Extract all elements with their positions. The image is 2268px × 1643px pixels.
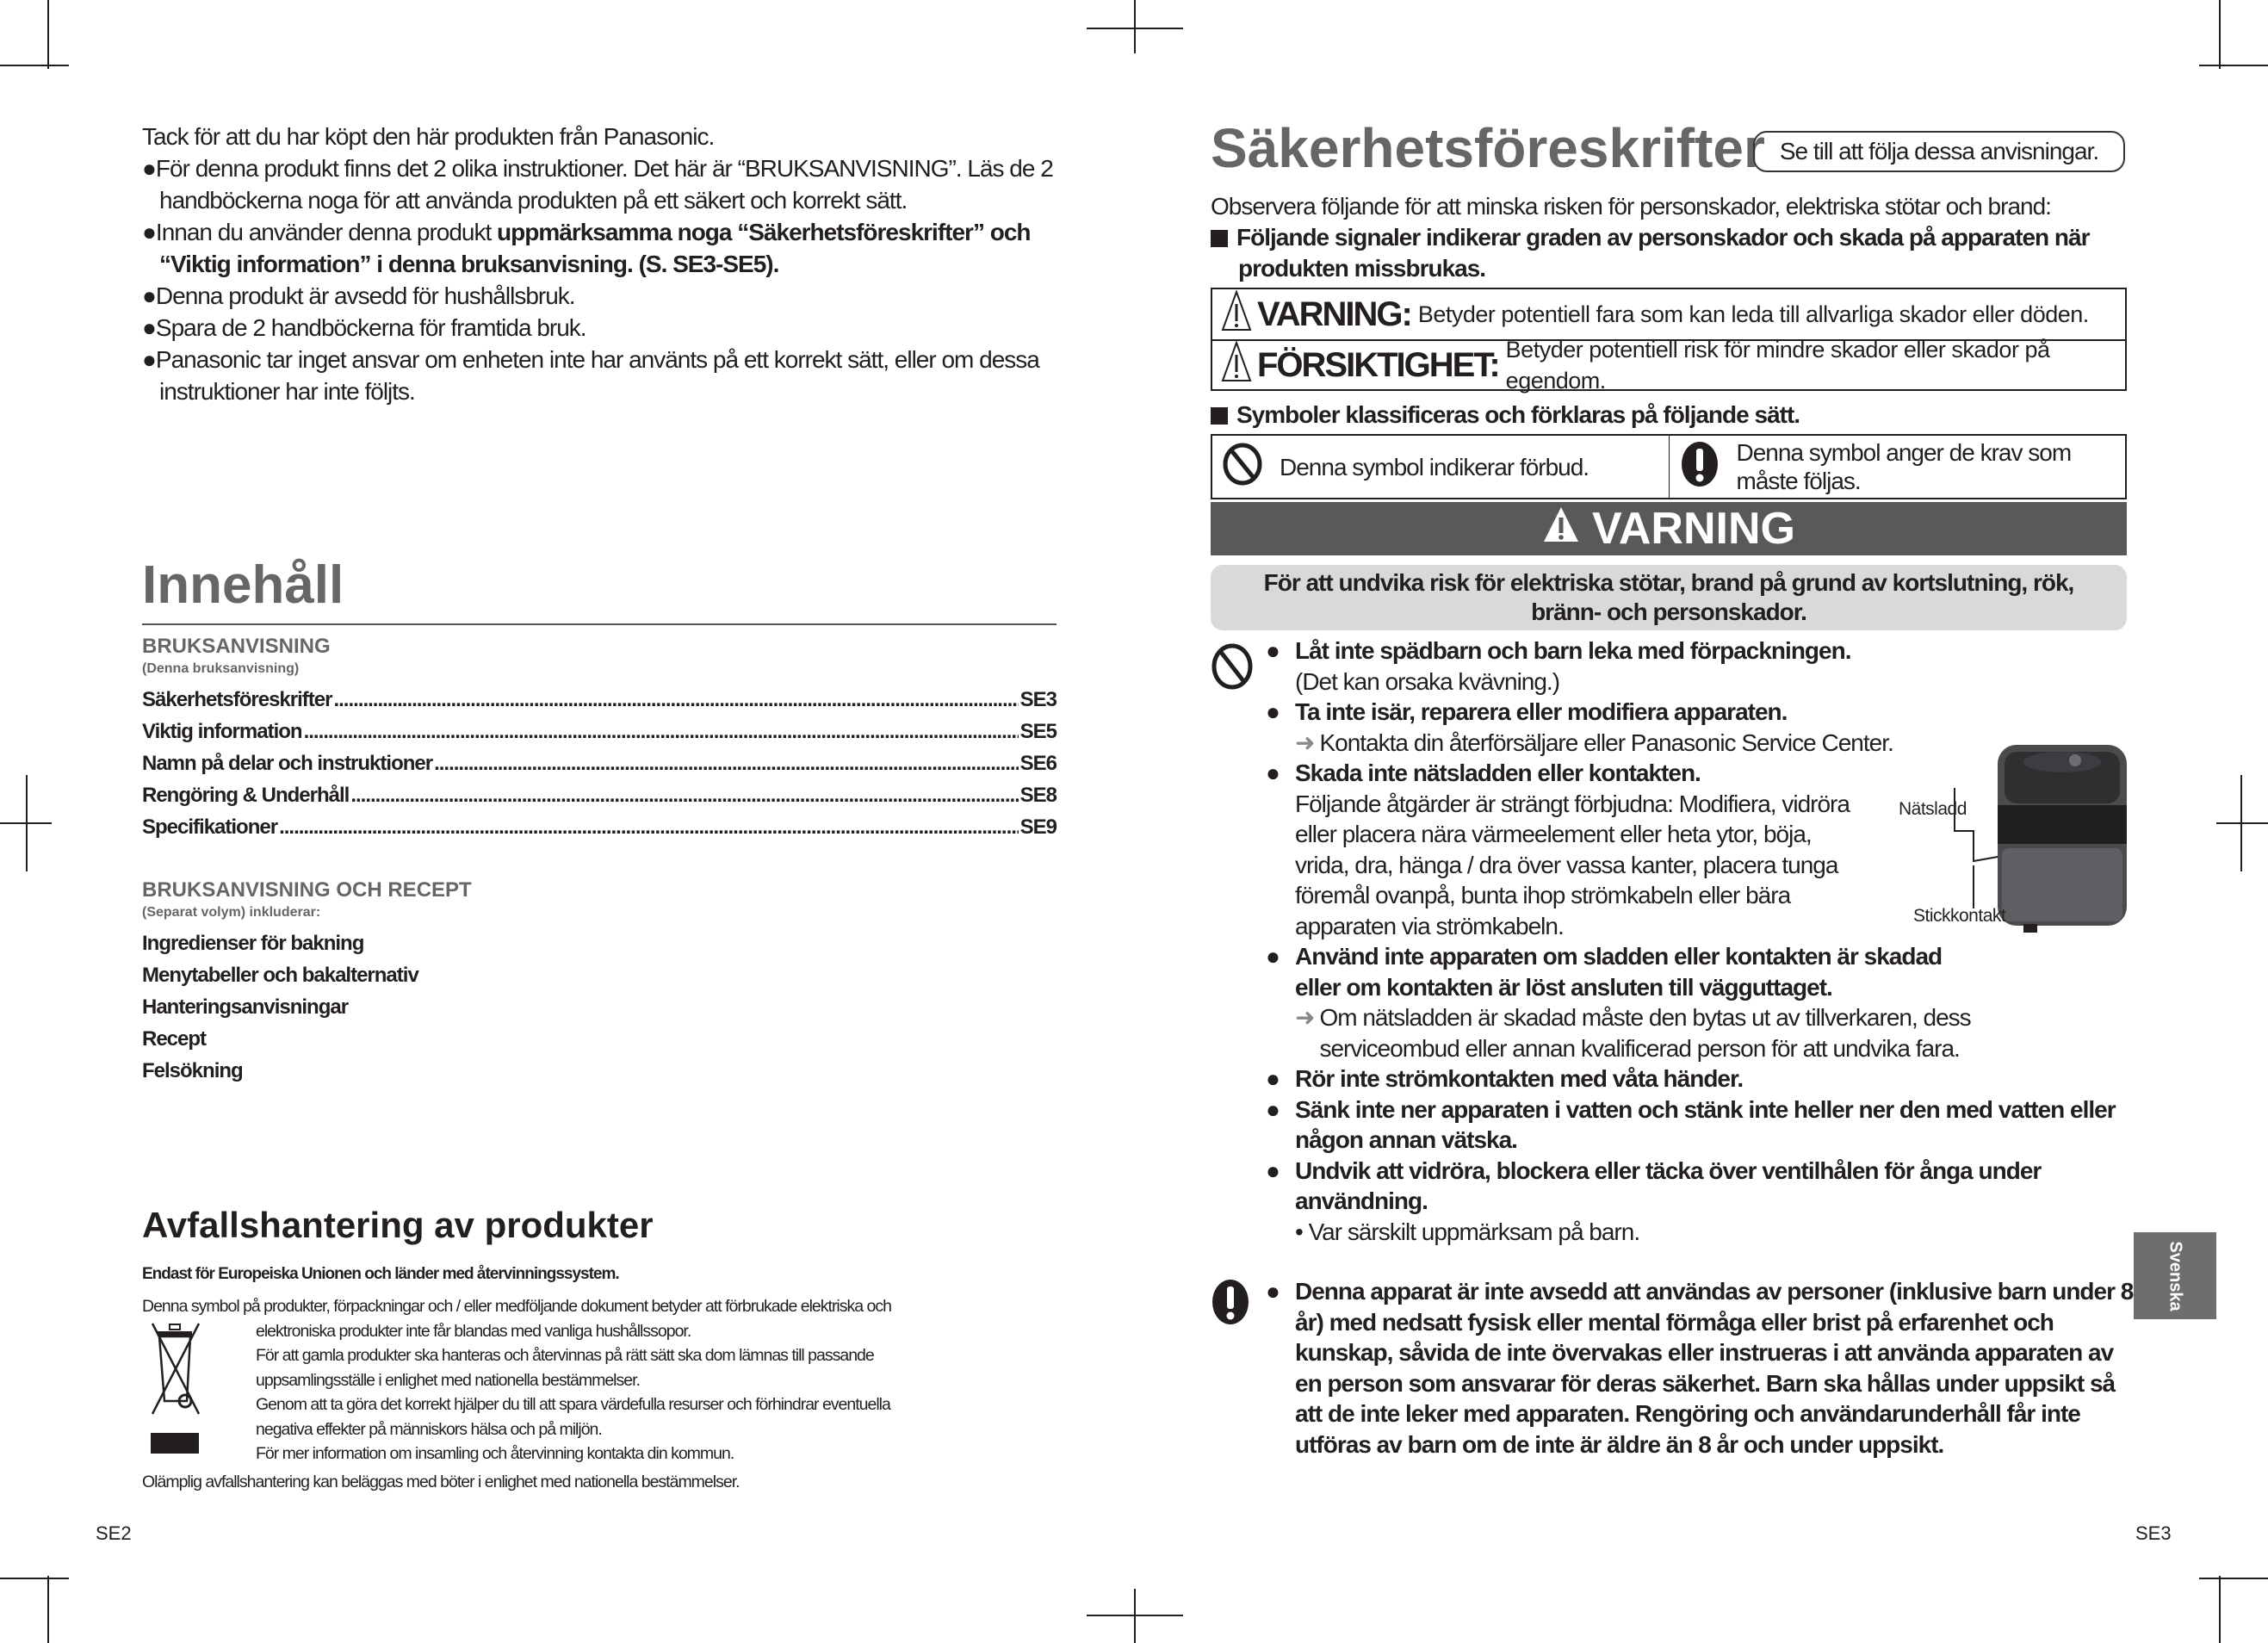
toc-section-heading: BRUKSANVISNING OCH RECEPT [142,878,472,902]
leader-dots [350,779,1018,811]
page-title: Säkerhetsföreskrifter [1211,117,1765,179]
disposal-body [256,1319,890,1470]
disposal-line: negativa effekter på människors hälsa och på miljön. [256,1419,602,1439]
mandatory-list [1266,1276,2135,1460]
crop-mark [1134,0,1136,53]
prohibited-list [1266,636,2135,1247]
symbol-table [1211,434,2127,499]
crop-mark [2199,65,2268,66]
signal-row-warning [1211,288,2127,339]
disposal-lead: Endast för Europeiska Unionen och länder med återvinningssystem. [142,1265,619,1283]
list-item [1266,636,2135,697]
disposal-section [142,1201,1072,1494]
symbol-cell [1212,436,1669,498]
arrow-icon: ➜ [1295,1004,1315,1031]
crop-mark [47,0,49,69]
crop-mark [2199,1578,2268,1579]
disposal-last-line: Olämplig avfallshantering kan beläggas med böter i enlighet med nationella bestämmelser. [142,1472,740,1491]
item-bold: Sänk inte ner apparaten i vatten och stänk inte heller ner den med vatten eller någon annan vätska. [1295,1095,2116,1153]
crop-mark [0,1578,69,1579]
symbol-cell [1669,436,2126,498]
toc-section-sub: (Denna bruksanvisning) [142,661,300,676]
item-arrow-text: Kontakta din återförsäljare eller Panasonic Service Center. [1319,728,1893,756]
page-number: SE3 [2135,1522,2172,1544]
intro-bullet: ●Panasonic tar inget ansvar om enheten inte har använts på ett korrekt sätt, eller om dessa instruktioner har inte följts. [142,346,1039,405]
toc-entry[interactable] [142,779,1057,811]
toc-entry[interactable] [142,684,1057,716]
intro-bullet: ●Denna produkt är avsedd för hushållsbruk. [142,282,575,309]
symbol-text: Denna symbol indikerar förbud. [1280,453,1589,480]
figure-label-plug: Stickkontakt [1913,906,2006,926]
bullet-icon: ● [1266,1278,1280,1305]
bullet-text: Panasonic tar inget ansvar om enheten inte har använts på ett korrekt sätt, eller om dessa instruktioner har inte följts. [155,346,1039,405]
square-bullet-icon [1211,407,1228,425]
crop-mark [26,775,28,871]
item-bold: Undvik att vidröra, blockera eller täcka över ventilhålen för ånga under användning. [1295,1156,2042,1214]
intro-bullet: ●Spara de 2 handböckerna för framtida bruk. [142,314,586,341]
disposal-line: uppsamlingsställe i enlighet med nationella bestämmelser. [256,1370,640,1390]
intro-bullet: ●Innan du använder denna produkt uppmärksamma noga “Säkerhetsföreskrifter” och “Viktig information” i denna bruksanvisning. (S. SE3-SE5). [142,219,1031,277]
intro-text [142,121,1072,407]
warning-triangle-icon [1542,503,1580,555]
warning-summary-box: För att undvika risk för elektriska stötar, brand på grund av kortslutning, rök, bränn- och personskador. [1211,565,2127,630]
toc-page: SE6 [1019,752,1057,775]
mandatory-icon [1211,1278,1250,1330]
disposal-line: Genom att ta göra det korrekt hjälper du till att spara värdefulla resurser och förhindrar eventuella [256,1395,890,1414]
item-arrow-text: Om nätsladden är skadad måste den bytas ut av tillverkaren, dess serviceombud eller annan kvalificerad person för att undvika fara. [1319,1004,1971,1062]
bullet-text: Spara de 2 handböckerna för framtida bruk. [155,314,586,341]
toc-label: Säkerhetsföreskrifter [142,688,332,711]
bullet-text: Innan du använder denna produkt [155,219,498,245]
toc-section-sub: (Separat volym) inkluderar: [142,905,321,920]
toc-page: SE3 [1019,688,1057,711]
signal-desc: Betyder potentiell fara som kan leda till allvarliga skador eller döden. [1417,301,2089,327]
warning-triangle-icon [1221,341,1252,390]
mandatory-icon [1680,440,1720,494]
bullet-icon: ● [1266,760,1280,786]
safety-intro [1211,191,2127,499]
divider [142,623,1057,625]
leader-dots [434,747,1019,779]
bullet-icon: ● [1266,637,1280,664]
list-item [1266,1156,2135,1248]
bullet-text-bold: uppmärksamma noga “Säkerhetsföreskrifter” och “Viktig information” i denna bruksanvisning. (S. SE3-SE5). [159,219,1031,277]
signal-word: VARNING: [1257,295,1411,333]
toc-item: Recept [142,1027,207,1051]
crop-mark [1134,1589,1136,1643]
crop-mark [2219,1576,2221,1643]
language-tab-label: Svenska [2166,1240,2185,1311]
list-item [1266,941,2135,1063]
bullet-icon: ● [1266,1065,1280,1092]
crop-mark [2240,775,2242,871]
toc-page: SE5 [1019,720,1057,743]
signal-desc: Betyder potentiell risk för mindre skador eller skador på egendom. [1505,337,2050,394]
bullet-text: För denna produkt finns det 2 olika instruktioner. Det här är “BRUKSANVISNING”. Läs de 2 handböckerna noga för att använda produkten på ett säkert och korrekt sätt. [155,155,1053,214]
toc-item: Felsökning [142,1059,243,1082]
page-number: SE2 [96,1522,132,1544]
disposal-first-line: Denna symbol på produkter, förpackningar och / eller medföljande dokument betyder att förbrukade elektriska och [142,1297,891,1316]
prohibition-icon [1223,443,1262,492]
intro-bullet: ●För denna produkt finns det 2 olika instruktioner. Det här är “BRUKSANVISNING”. Läs de 2 handböckerna noga för att använda produkten på ett säkert och korrekt sätt. [142,155,1053,214]
item-bold: Denna apparat är inte avsedd att användas av personer (inklusive barn under 8 år) med nedsatt fysisk eller mental förmåga eller brist på erfarenhet och kunskap, såvida de inte övervakas eller instrueras i att använda apparaten av en person som ansvarar för deras säkerhet. Barn ska hållas under uppsikt så att de inte leker med apparaten. Rengöring och användarunderhåll får inte utföras av barn om de inte är äldre än 8 år och under uppsikt. [1295,1278,2134,1458]
item-bold: Använd inte apparaten om sladden eller kontakten är skadad eller om kontakten är löst ansluten till vägguttaget. [1295,943,1943,1001]
toc-entry[interactable] [142,716,1057,747]
toc-page: SE8 [1019,784,1057,807]
toc-page: SE9 [1019,815,1057,839]
notice-pill: Se till att följa dessa anvisningar. [1753,131,2125,172]
item-note: (Det kan orsaka kvävning.) [1295,667,1560,695]
item-bold: Ta inte isär, reparera eller modifiera apparaten. [1295,698,1788,725]
symbol-text: Denna symbol anger de krav som måste följas. [1736,439,2072,494]
observe-text: Observera följande för att minska risken för personskador, elektriska stötar och brand: [1211,193,2051,220]
warning-bar-label: VARNING [1592,504,1795,554]
toc-item: Hanteringsanvisningar [142,995,349,1019]
disposal-title: Avfallshantering av produkter [142,1205,654,1245]
bullet-icon: ● [1266,943,1280,970]
crop-mark [2219,0,2221,69]
warning-triangle-icon [1221,290,1252,339]
bullet-icon: ● [1266,1095,1280,1123]
arrow-icon: ➜ [1295,728,1315,756]
item-note: Följande åtgärder är strängt förbjudna: Modifiera, vidröra eller placera nära värmeelement eller heta ytor, böja, vrida, dra, hänga / dra över vassa kanter, placera tunga föremål ovanpå, bunta ihop strömkabeln eller bära apparaten via strömkabeln. [1295,790,1850,939]
toc-label: Specifikationer [142,815,278,839]
language-tab [2134,1232,2216,1319]
crop-mark [0,65,69,66]
disposal-line: För mer information om insamling och återvinning kontakta din kommun. [256,1444,734,1463]
list-item [1266,1063,2135,1094]
disposal-line: För att gamla produkter ska hanteras och återvinnas på rätt sätt ska dom lämnas till passande [256,1346,874,1365]
contents-title: Innehåll [142,555,344,615]
leader-dots [279,811,1019,843]
figure-label-cord: Nätsladd [1899,799,1967,819]
symbols-heading: Symboler klassificeras och förklaras på följande sätt. [1236,401,1800,428]
bullet-text: Denna produkt är avsedd för hushållsbruk. [155,282,575,309]
bullet-icon: ● [1266,1156,1280,1184]
crop-mark [2216,822,2268,824]
signal-row-caution [1211,337,2127,394]
toc-entry[interactable] [142,747,1057,779]
toc-section-heading: BRUKSANVISNING [142,635,331,658]
prohibition-icon [1211,642,1254,695]
toc-label: Rengöring & Underhåll [142,784,350,807]
warning-bar [1211,502,2127,555]
toc-entry[interactable] [142,811,1057,843]
toc-label: Viktig information [142,720,302,743]
table-of-contents [142,551,1057,1087]
toc-item: Ingredienser för bakning [142,932,364,955]
square-bullet-icon [1211,230,1228,247]
list-item [1266,1094,2135,1156]
signals-heading: Följande signaler indikerar graden av personskador och skada på apparaten när produkten missbrukas. [1236,224,2090,282]
crop-mark [47,1576,49,1643]
signal-word: FÖRSIKTIGHET: [1257,346,1499,384]
item-bold: Låt inte spädbarn och barn leka med förpackningen. [1295,637,1851,664]
list-item [1266,1276,2135,1460]
leader-dots [333,684,1018,716]
toc-item: Menytabeller och bakalternativ [142,964,418,987]
intro-thanks: Tack för att du har köpt den här produkten från Panasonic. [142,123,715,150]
toc-label: Namn på delar och instruktioner [142,752,433,775]
bullet-icon: ● [1266,698,1280,725]
crossed-bin-icon [142,1319,256,1470]
disposal-line: elektroniska produkter inte får blandas med vanliga hushållssopor. [256,1321,691,1341]
item-note: • Var särskilt uppmärksam på barn. [1295,1218,1640,1245]
leader-dots [304,716,1019,747]
item-bold: Rör inte strömkontakten med våta händer. [1295,1065,1744,1092]
item-bold: Skada inte nätsladden eller kontakten. [1295,760,1701,786]
signal-table [1211,288,2127,394]
